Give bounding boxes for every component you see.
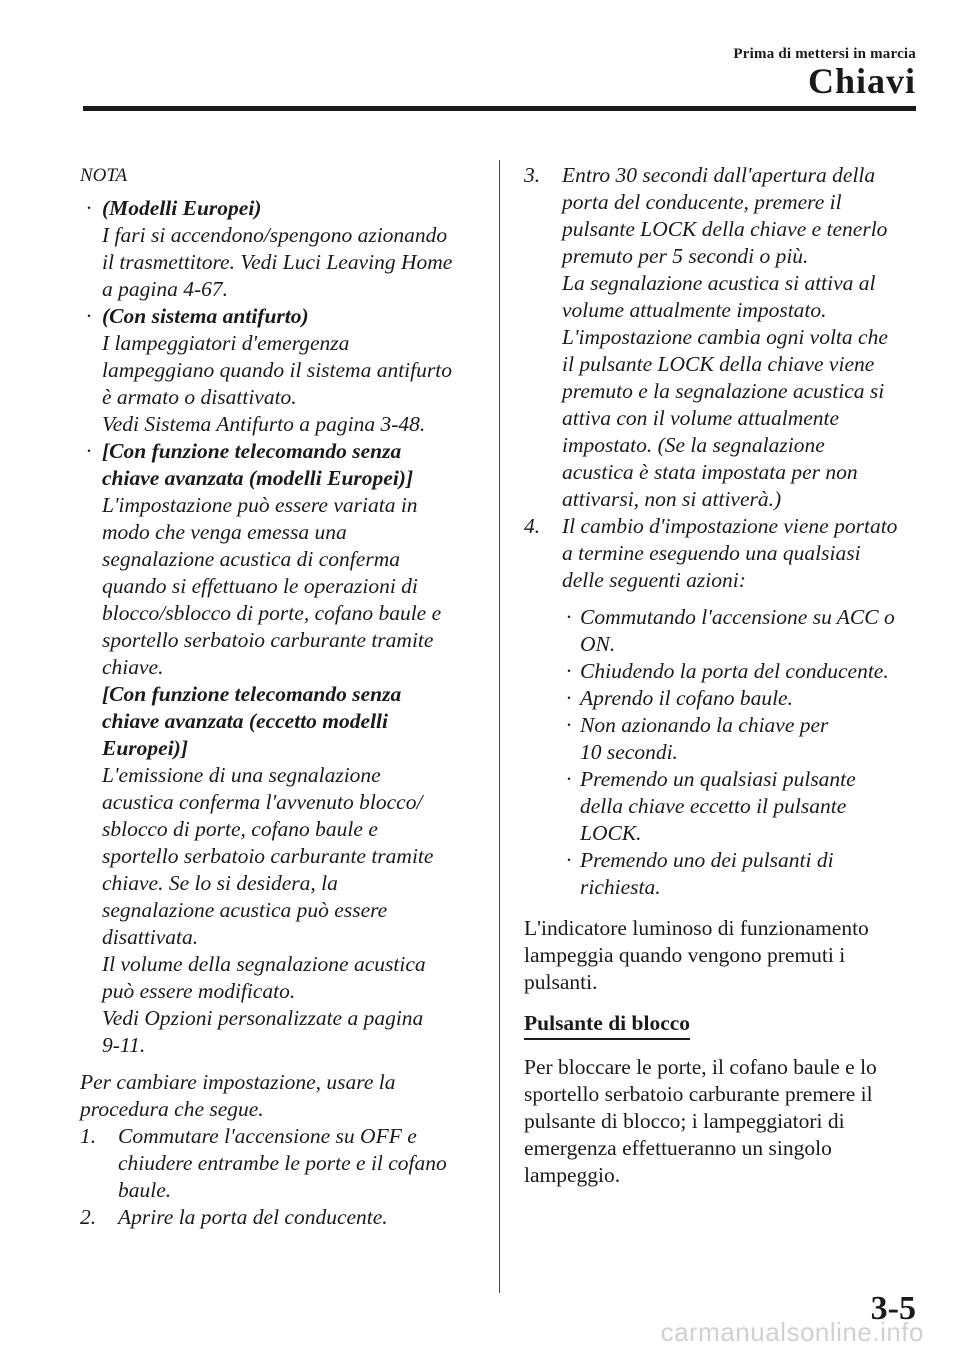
bullet-heading: [Con funzione telecomando senza	[102, 439, 402, 463]
bullet-dot: ·	[86, 304, 92, 328]
text-line: premuto per 5 secondi o più.	[562, 244, 809, 268]
step-number: 3.	[524, 163, 541, 187]
text-line: I lampeggiatori d'emergenza	[102, 331, 350, 355]
text-line: Non azionando la chiave per	[580, 713, 829, 737]
bullet-dot: ·	[566, 713, 572, 737]
text-line: sportello serbatoio carburante tramite	[102, 628, 434, 652]
text-line: 9-11.	[102, 1033, 146, 1057]
text-line: è armato o disattivato.	[102, 385, 297, 409]
text-line: pulsanti.	[524, 970, 598, 994]
bullet-heading: chiave avanzata (modelli Europei)]	[102, 466, 414, 490]
bullet-dot: ·	[86, 439, 92, 463]
text-line: può essere modificato.	[102, 979, 296, 1003]
step-number: 2.	[80, 1205, 97, 1229]
text-line: porta del conducente, premere il	[562, 190, 842, 214]
text-line: lampeggiano quando il sistema antifurto	[102, 358, 452, 382]
text-line: Premendo uno dei pulsanti di	[580, 848, 834, 872]
text-line: delle seguenti azioni:	[562, 568, 746, 592]
bullet-dot: ·	[566, 848, 572, 872]
text-line: baule.	[118, 1178, 172, 1202]
procedure-intro	[80, 1069, 480, 1123]
note-bullet-keyless	[80, 438, 480, 1059]
running-header-section: Prima di mettersi in marcia	[733, 46, 916, 62]
note-bullet-antitheft	[80, 303, 480, 438]
text-line: L'indicatore luminoso di funzionamento	[524, 916, 869, 940]
page-number: 3-5	[870, 1290, 916, 1327]
sub-bullet-idle	[524, 712, 924, 766]
bullet-heading: chiave avanzata (eccetto modelli	[102, 709, 388, 733]
bullet-dot: ·	[566, 605, 572, 629]
text-line: ON.	[580, 632, 616, 656]
text-line: La segnalazione acustica si attiva al	[562, 271, 876, 295]
sub-bullet-open-trunk	[524, 685, 924, 712]
text-line: acustica è stata impostata per non	[562, 460, 858, 484]
text-line: attiva con il volume attualmente	[562, 406, 840, 430]
text-line: Per bloccare le porte, il cofano baule e lo	[524, 1055, 877, 1079]
lock-button-heading: Pulsante di blocco	[524, 1010, 690, 1040]
bullet-heading: [Con funzione telecomando senza	[102, 682, 402, 706]
text-line: Entro 30 secondi dall'apertura della	[562, 163, 876, 187]
text-line: chiudere entrambe le porte e il cofano	[118, 1151, 447, 1175]
step-number: 1.	[80, 1124, 97, 1148]
watermark: carmanualsonline.info	[660, 1317, 924, 1347]
note-bullet-european-models	[80, 195, 480, 303]
column-divider	[499, 160, 500, 1293]
text-line: lampeggia quando vengono premuti i	[524, 943, 846, 967]
text-line: Aprire la porta del conducente.	[118, 1205, 388, 1229]
text-line: I fari si accendono/spengono azionando	[102, 223, 448, 247]
text-line: L'impostazione può essere variata in	[102, 493, 418, 517]
text-line: L'impostazione cambia ogni volta che	[562, 325, 888, 349]
right-column	[524, 162, 924, 1189]
text-line: 10 secondi.	[580, 740, 678, 764]
text-line: il trasmettitore. Vedi Luci Leaving Home	[102, 250, 453, 274]
bullet-heading: (Con sistema antifurto)	[102, 304, 309, 328]
text-line: Commutando l'accensione su ACC o	[580, 605, 895, 629]
text-line: richiesta.	[580, 875, 661, 899]
text-line: della chiave eccetto il pulsante	[580, 794, 847, 818]
text-line: emergenza effettueranno un singolo	[524, 1136, 832, 1160]
text-line: Premendo un qualsiasi pulsante	[580, 767, 856, 791]
text-line: lampeggio.	[524, 1163, 621, 1187]
text-line: acustica conferma l'avvenuto blocco/	[102, 790, 423, 814]
text-line: impostato. (Se la segnalazione	[562, 433, 825, 457]
text-line: LOCK.	[580, 821, 642, 845]
step-1	[80, 1123, 480, 1204]
text-line: chiave.	[102, 655, 164, 679]
sub-bullet-request-button	[524, 847, 924, 901]
page-title: Chiavi	[807, 61, 916, 101]
text-line: a termine eseguendo una qualsiasi	[562, 541, 861, 565]
text-line: disattivata.	[102, 925, 199, 949]
bullet-heading: (Modelli Europei)	[102, 196, 262, 220]
text-line: attivarsi, non si attiverà.)	[562, 487, 782, 511]
text-line: Aprendo il cofano baule.	[580, 686, 793, 710]
step-3	[524, 162, 924, 513]
sub-bullet-close-door	[524, 658, 924, 685]
text-line: volume attualmente impostato.	[562, 298, 827, 322]
text-line: a pagina 4-67.	[102, 277, 229, 301]
lock-button-paragraph	[524, 1054, 924, 1189]
sub-bullet-other-button	[524, 766, 924, 847]
bullet-dot: ·	[566, 767, 572, 791]
text-line: Commutare l'accensione su OFF e	[118, 1124, 417, 1148]
step-4	[524, 513, 924, 594]
text-line: procedura che segue.	[80, 1097, 264, 1121]
bullet-dot: ·	[86, 196, 92, 220]
bullet-dot: ·	[566, 659, 572, 683]
text-line: L'emissione di una segnalazione	[102, 763, 381, 787]
text-line: Il cambio d'impostazione viene portato	[562, 514, 898, 538]
sub-bullet-acc-on	[524, 604, 924, 658]
text-line: Il volume della segnalazione acustica	[102, 952, 426, 976]
text-line: sportello serbatoio carburante premere il	[524, 1082, 873, 1106]
text-line: segnalazione acustica può essere	[102, 898, 388, 922]
text-line: blocco/sblocco di porte, cofano baule e	[102, 601, 442, 625]
text-line: sportello serbatoio carburante tramite	[102, 844, 434, 868]
header-rule	[83, 106, 916, 111]
text-line: Chiudendo la porta del conducente.	[580, 659, 889, 683]
note-label: NOTA	[80, 165, 128, 186]
text-line: premuto e la segnalazione acustica si	[562, 379, 885, 403]
text-line: Vedi Sistema Antifurto a pagina 3-48.	[102, 412, 426, 436]
text-line: Per cambiare impostazione, usare la	[80, 1070, 396, 1094]
bullet-dot: ·	[566, 686, 572, 710]
text-line: modo che venga emessa una	[102, 520, 347, 544]
step-number: 4.	[524, 514, 541, 538]
text-line: segnalazione acustica di conferma	[102, 547, 400, 571]
text-line: pulsante LOCK della chiave e tenerlo	[562, 217, 888, 241]
text-line: sblocco di porte, cofano baule e	[102, 817, 378, 841]
text-line: il pulsante LOCK della chiave viene	[562, 352, 875, 376]
bullet-heading: Europei)]	[102, 736, 188, 760]
text-line: pulsante di blocco; i lampeggiatori di	[524, 1109, 845, 1133]
left-column	[80, 162, 480, 1231]
text-line: chiave. Se lo si desidera, la	[102, 871, 338, 895]
text-line: Vedi Opzioni personalizzate a pagina	[102, 1006, 424, 1030]
step-2	[80, 1204, 480, 1231]
text-line: quando si effettuano le operazioni di	[102, 574, 418, 598]
indicator-paragraph	[524, 915, 924, 996]
